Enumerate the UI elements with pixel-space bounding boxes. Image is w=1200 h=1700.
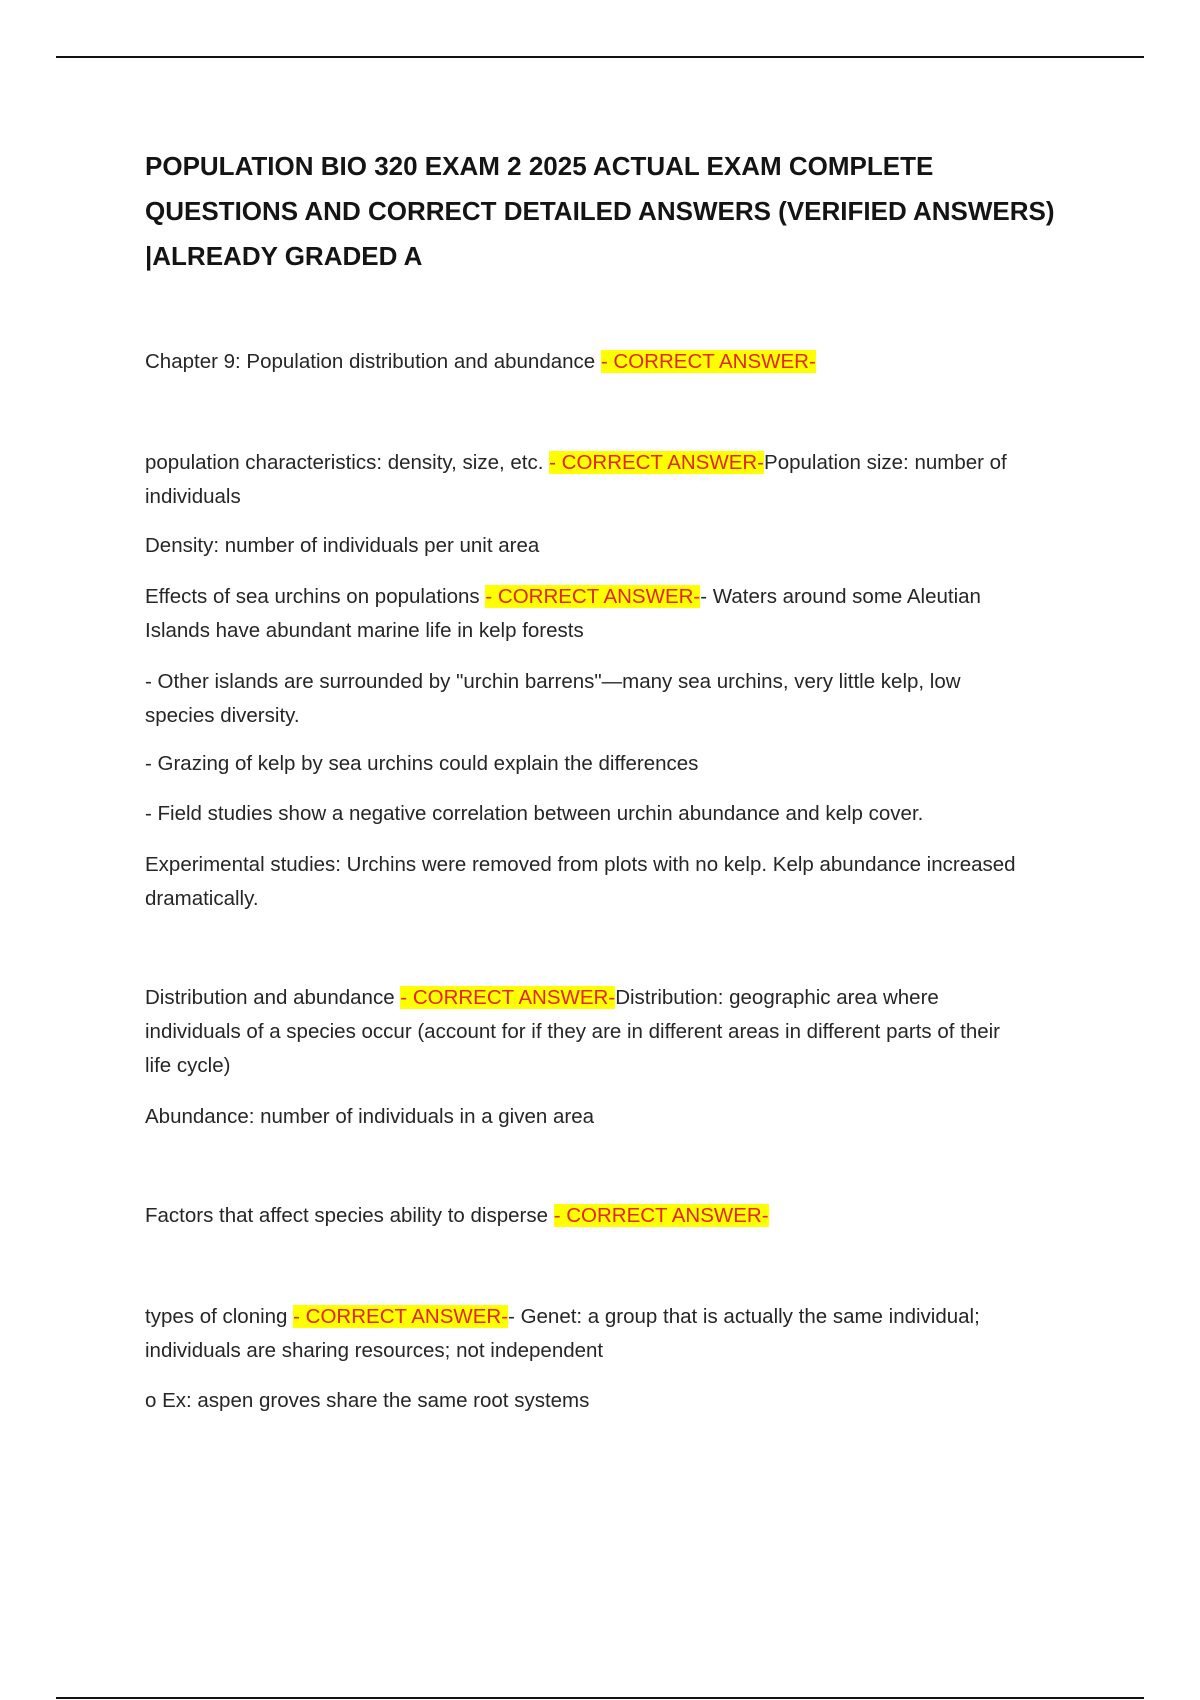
correct-answer-marker: - CORRECT ANSWER- [549,451,765,474]
qa-line [145,446,1090,480]
answer-paragraph [145,848,1090,916]
bottom-rule [56,1697,1144,1699]
answer-line: individuals of a species occur (account for if they are in different areas in different parts of their [145,1020,1001,1043]
answer-paragraph [145,1100,1090,1134]
question-text: types of cloning [145,1305,288,1328]
qa-item-sea-urchins [145,580,1090,648]
answer-text: Distribution: geographic area where [615,986,939,1009]
answer-line: - Field studies show a negative correlation between urchin abundance and kelp cover. [145,802,924,825]
title-line-2: QUESTIONS AND CORRECT DETAILED ANSWERS (VERIFIED ANSWERS) [145,196,1055,226]
question-text: Effects of sea urchins on populations [145,585,480,608]
answer-paragraph [145,665,1090,733]
answer-paragraph [145,797,1090,831]
answer-line: Density: number of individuals per unit area [145,534,540,557]
qa-line [145,1199,1090,1233]
correct-answer-marker: - CORRECT ANSWER- [553,1204,769,1227]
correct-answer-marker: - CORRECT ANSWER- [293,1305,509,1328]
qa-item-dispersal-factors [145,1199,1090,1233]
qa-line [145,981,1090,1015]
answer-line: dramatically. [145,887,259,910]
title-line-1: POPULATION BIO 320 EXAM 2 2025 ACTUAL EXAM COMPLETE [145,151,934,181]
correct-answer-marker: - CORRECT ANSWER- [400,986,616,1009]
correct-answer-marker: - CORRECT ANSWER- [485,585,701,608]
answer-text: - Genet: a group that is actually the same individual; [508,1305,980,1328]
answer-line: - Grazing of kelp by sea urchins could explain the differences [145,752,699,775]
answer-text: Population size: number of [764,451,1007,474]
qa-line [145,1300,1090,1334]
answer-paragraph [145,1384,1090,1418]
answer-line: life cycle) [145,1054,231,1077]
answer-line: - Other islands are surrounded by "urchin barrens"—many sea urchins, very little kelp, low [145,670,961,693]
qa-line [145,580,1090,614]
answer-line: Abundance: number of individuals in a given area [145,1105,595,1128]
document-title [145,144,1095,279]
answer-line: individuals [145,485,241,508]
answer-line: o Ex: aspen groves share the same root systems [145,1389,590,1412]
qa-item-population-characteristics [145,446,1090,514]
question-text: Factors that affect species ability to disperse [145,1204,548,1227]
qa-item-chapter-9 [145,345,1090,379]
answer-line: individuals are sharing resources; not independent [145,1339,604,1362]
qa-item-distribution-abundance [145,981,1090,1083]
question-text: Chapter 9: Population distribution and abundance [145,350,596,373]
answer-line: Islands have abundant marine life in kelp forests [145,619,584,642]
answer-line: species diversity. [145,704,300,727]
qa-line [145,345,1090,379]
question-text: Distribution and abundance [145,986,395,1009]
answer-paragraph [145,747,1090,781]
top-rule [56,56,1144,58]
title-line-3: |ALREADY GRADED A [145,241,423,271]
answer-line: Experimental studies: Urchins were removed from plots with no kelp. Kelp abundance increased [145,853,1016,876]
answer-text: - Waters around some Aleutian [700,585,981,608]
correct-answer-marker: - CORRECT ANSWER- [600,350,816,373]
answer-paragraph [145,529,1090,563]
qa-item-cloning [145,1300,1090,1368]
question-text: population characteristics: density, size, etc. [145,451,544,474]
